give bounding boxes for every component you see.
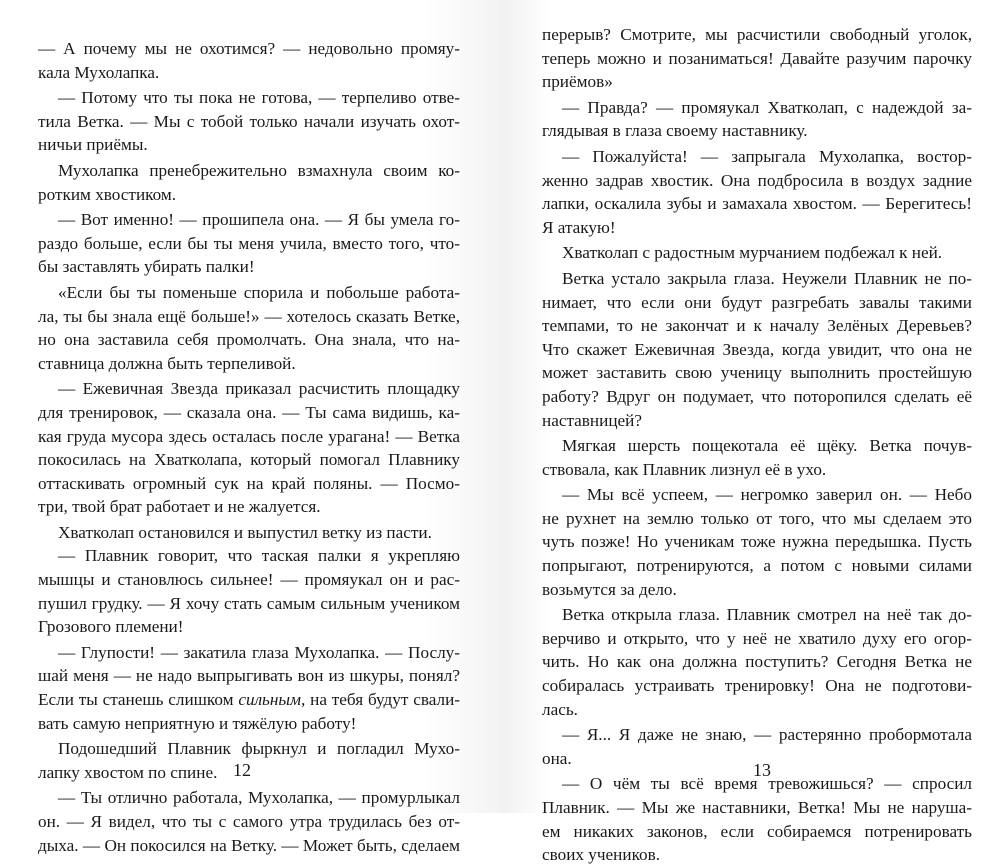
page-number: 13 <box>753 760 771 780</box>
text-line: глядывая в глаза своему наставнику. <box>542 121 808 141</box>
text-line: Хватколап с радостным мурчанием подбежал к ней. <box>562 243 943 263</box>
text-line: Грозового племени! <box>38 617 184 637</box>
text-line: Мухолапка пренебрежительно взмахнула своим ко- <box>58 160 460 180</box>
text-line: нимает, что если они будут разгребать завалы такими <box>542 292 972 312</box>
text-line: Ветка открыла глаза. Плавник смотрел на неё так до- <box>562 605 972 625</box>
text-line: — Пожалуйста! — запрыгала Мухолапка, востор- <box>562 146 972 166</box>
text-line: Подошедший Плавник фыркнул и погладил Мухо- <box>58 739 460 759</box>
text-line: раздо больше, если бы ты меня учила, вместо того, что- <box>38 233 460 253</box>
text-line: ставница должна быть терпеливой. <box>38 353 296 373</box>
text-line: лась. <box>542 699 578 719</box>
text-line: оттаскивать огромный сук на край поляны. — Посмо- <box>38 473 460 493</box>
text-line: чуть позже! Но ученикам тоже нужна передышка. Пусть <box>542 532 972 552</box>
text-line: для тренировок, — сказала она. — Ты сама видишь, ка- <box>38 402 460 422</box>
text-line: тила Ветка. — Мы с тобой только начали изучать охот- <box>38 111 460 131</box>
text-line: бы заставлять убирать палки! <box>38 257 255 277</box>
text-line: но она заставила себя промолчать. Она знала, что на- <box>38 330 460 350</box>
text-line: дыха. — Он покосился на Ветку. — Может быть, сделаем <box>38 835 460 855</box>
text-line: пушил грудку. — Я хочу стать самым сильным учеником <box>38 593 460 613</box>
text-line: Что скажет Ежевичная Звезда, когда увидит, что она не <box>542 339 972 359</box>
text-line: чить. Но как она должна поступить? Сегодня Ветка не <box>542 652 972 672</box>
text-line: вать самую неприятную и тяжёлую работу! <box>38 713 357 733</box>
text-line: шай меня — не надо выпрыгивать вон из шкуры, понял? <box>38 666 460 686</box>
text-line: она. <box>542 748 572 768</box>
left-page-text <box>38 37 460 857</box>
text-line: — А почему мы не охотимся? — недовольно промяу- <box>38 39 460 58</box>
text-line: Плавник. — Мы же наставники, Ветка! Мы не наруша- <box>542 798 972 817</box>
text-line: ничьи приёмы. <box>38 135 148 155</box>
text-line: — Вот именно! — прошипела она. — Я бы умела го- <box>58 210 460 230</box>
text-line: не рухнет на землю только от того, что мы сделаем это <box>542 508 972 528</box>
text-segment: , на тебя будут свали- <box>301 690 460 710</box>
text-line: может заставить свою ученицу выполнить простейшую <box>542 363 972 383</box>
text-line: возьмутся за дело. <box>542 579 677 599</box>
text-line: покосилась на Хватколапа, который помогал Плавнику <box>38 450 460 470</box>
text-line: попрыгают, потренируются, а потом с новыми силами <box>542 556 972 576</box>
text-line: лапку хвостом по спине. <box>38 762 218 782</box>
text-line: собиралась устраивать тренировку! Она не подготови- <box>542 676 972 696</box>
text-line: кая груда мусора здесь осталась после урагана! — Ветка <box>38 426 460 446</box>
text-line: Мягкая шерсть пощекотала её щёку. Ветка почув- <box>562 436 972 456</box>
text-line: лапки, оскалила зубы и замахала хвостом. — Берегитесь! <box>542 194 972 214</box>
text-line: кала Мухолапка. <box>38 62 160 82</box>
text-line: своих учеников. <box>542 845 661 865</box>
text-line: ствовала, как Плавник лизнул её в ухо. <box>542 459 827 479</box>
text-line: — Я... Я даже не знаю, — растерянно пробормотала <box>562 725 972 745</box>
text-line: работу? Вдруг он подумает, что поторопился сделать её <box>542 386 972 406</box>
text-line: Хватколап остановился и выпустил ветку из пасти. <box>58 522 432 542</box>
text-line: темпами, то не закончат и к началу Зелёных Деревьев? <box>542 316 972 336</box>
text-line: ем никаких законов, если собираемся потренировать <box>542 821 972 841</box>
text-line: теперь можно и позаниматься! Давайте разучим парочку <box>542 48 972 68</box>
text-line: — Правда? — промяукал Хватколап, с надеждой за- <box>562 97 972 117</box>
text-line: — Глупости! — закатила глаза Мухолапка. — Послу- <box>58 642 460 662</box>
right-page-text <box>542 23 972 867</box>
italic-word: сильным <box>238 690 302 710</box>
text-line: он. — Я видел, что ты с самого утра трудилась без от- <box>38 812 460 831</box>
text-line: — Плавник говорит, что таская палки я укрепляю <box>58 546 460 566</box>
text-line <box>38 688 460 712</box>
text-segment: Если ты станешь слишком <box>38 690 234 710</box>
text-line: женно задрав хвостик. Она подбросила в воздух задние <box>542 170 972 190</box>
text-line: — О чём ты всё время тревожишься? — спросил <box>562 774 972 794</box>
text-line: верчиво и открыто, что у неё не хватило духу его огор- <box>542 628 972 648</box>
text-line: наставницей? <box>542 410 642 430</box>
text-line: Ветка устало закрыла глаза. Неужели Плавник не по- <box>562 268 972 288</box>
text-line: — Потому что ты пока не готова, — терпеливо отве- <box>58 88 460 108</box>
text-line: — Мы всё успеем, — негромко заверил он. — Небо <box>562 485 972 505</box>
left-page <box>0 0 500 855</box>
text-line: Я атакую! <box>542 217 616 237</box>
right-page <box>500 0 1000 865</box>
page-number: 12 <box>233 760 251 780</box>
text-line: ротким хвостиком. <box>38 184 177 204</box>
text-line: — Ты отлично работала, Мухолапка, — промурлыкал <box>58 788 460 808</box>
text-line: — Ежевичная Звезда приказал расчистить площадку <box>58 379 460 399</box>
text-line: три, твой брат работает и не жалуется. <box>38 497 321 517</box>
text-line: приёмов» <box>542 72 613 92</box>
text-line: перерыв? Смотрите, мы расчистили свободный уголок, <box>542 25 972 44</box>
text-line: мышцы и становлюсь сильнее! — промяукал он и рас- <box>38 570 460 590</box>
text-line: «Если бы ты поменьше спорила и побольше работа- <box>58 282 460 302</box>
text-line: ла, ты бы знала ещё больше!» — хотелось сказать Ветке, <box>38 306 460 326</box>
